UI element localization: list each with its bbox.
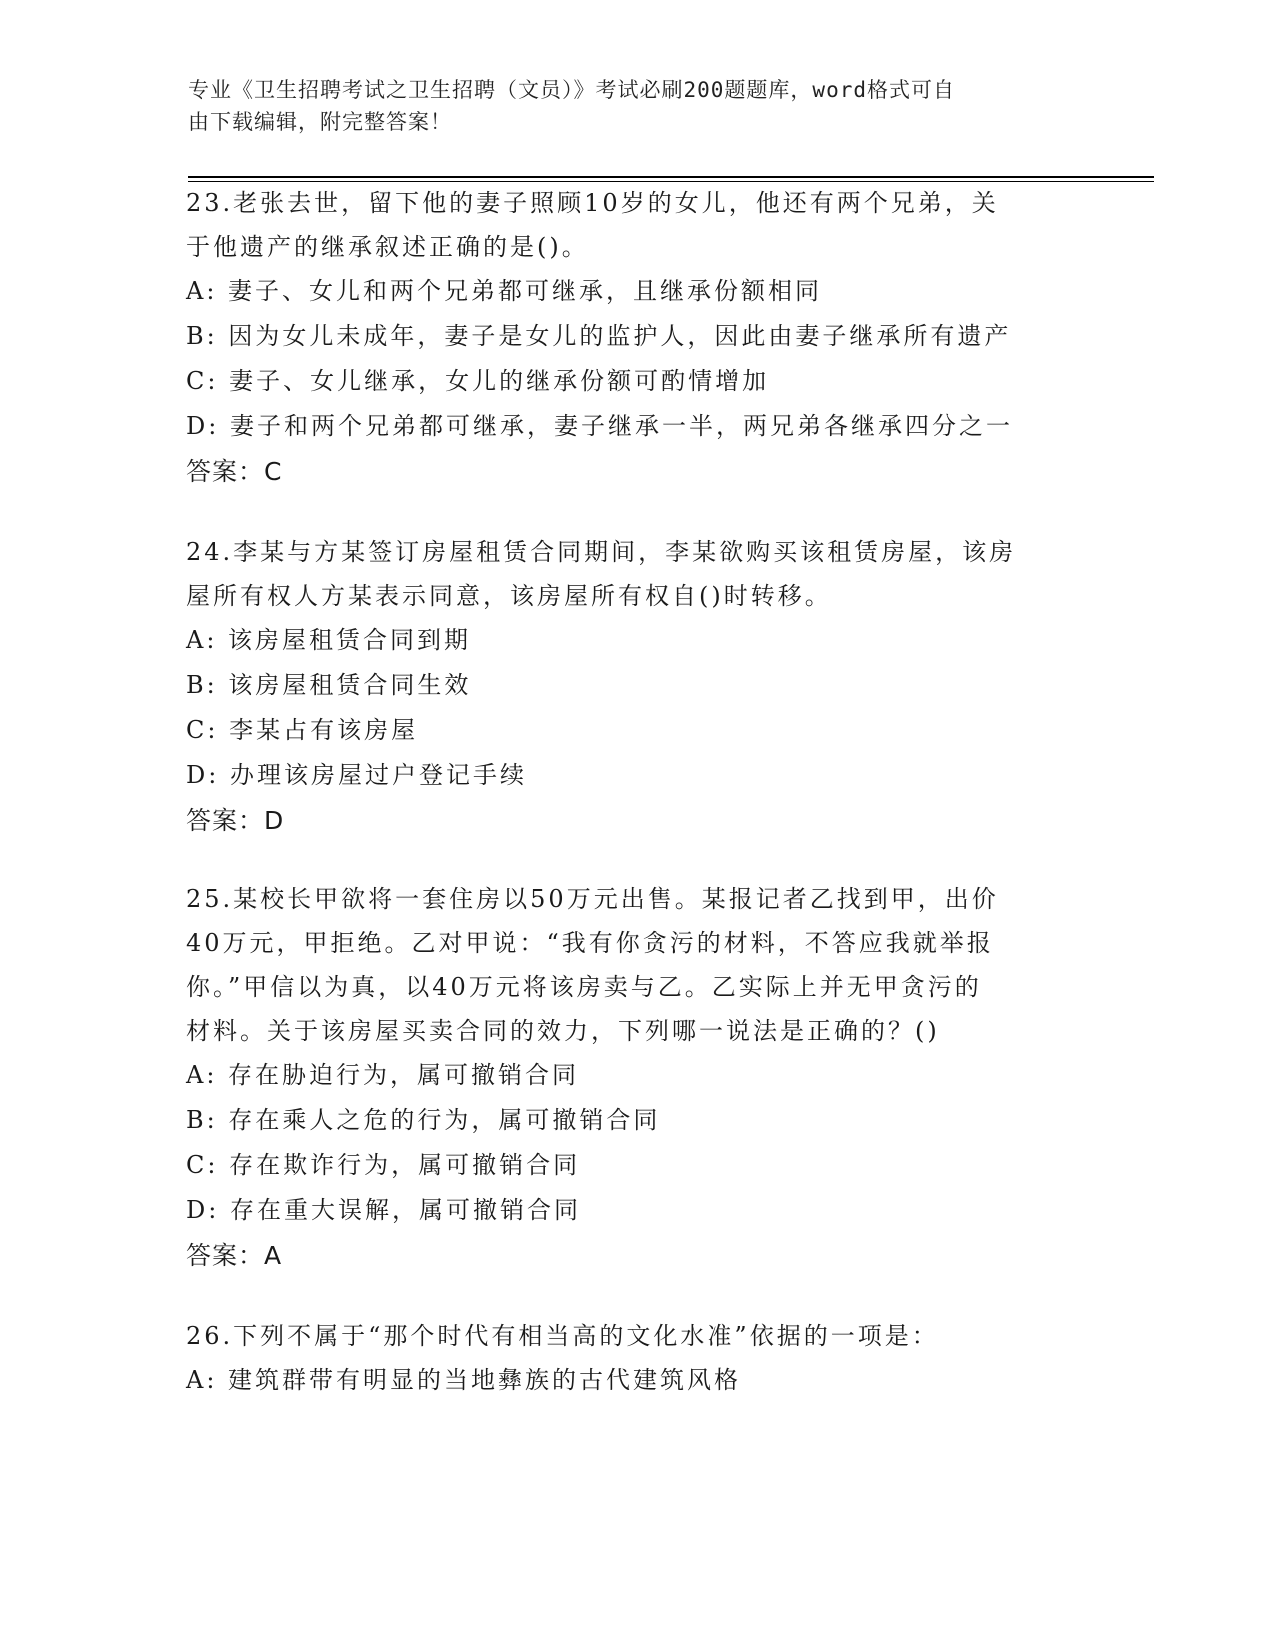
question-stem-line: 23.老张去世，留下他的妻子照顾10岁的女儿，他还有两个兄弟，关 (186, 189, 999, 217)
option-b: B: 该房屋租赁合同生效 (186, 671, 472, 699)
question-stem-line: 25.某校长甲欲将一套住房以50万元出售。某报记者乙找到甲，出价 (186, 885, 999, 913)
document-header (188, 74, 1068, 138)
question-26 (186, 1314, 1086, 1403)
question-25 (186, 877, 1086, 1278)
question-stem-line: 24.李某与方某签订房屋租赁合同期间，李某欲购买该租赁房屋，该房 (186, 538, 1017, 566)
header-line: 由下载编辑，附完整答案！ (188, 110, 452, 134)
question-stem-line: 屋所有权人方某表示同意，该房屋所有权自()时转移。 (186, 582, 832, 610)
option-d: D: 妻子和两个兄弟都可继承，妻子继承一半，两兄弟各继承四分之一 (186, 412, 1013, 440)
option-a: A: 存在胁迫行为，属可撤销合同 (186, 1061, 580, 1089)
option-a: A: 该房屋租赁合同到期 (186, 626, 472, 654)
question-stem-line: 你。”甲信以为真，以40万元将该房卖与乙。乙实际上并无甲贪污的 (186, 973, 982, 1001)
option-a: A: 建筑群带有明显的当地彝族的古代建筑风格 (186, 1366, 742, 1394)
option-c: C: 存在欺诈行为，属可撤销合同 (186, 1151, 581, 1179)
option-d: D: 存在重大误解，属可撤销合同 (186, 1196, 581, 1224)
question-stem-line: 40万元，甲拒绝。乙对甲说：“我有你贪污的材料，不答应我就举报 (186, 929, 994, 957)
header-rule (188, 176, 1154, 178)
answer: 答案：A (186, 1241, 283, 1270)
question-stem-line: 材料。关于该房屋买卖合同的效力，下列哪一说法是正确的？() (186, 1017, 940, 1045)
answer: 答案：D (186, 806, 285, 835)
option-b: B: 因为女儿未成年，妻子是女儿的监护人，因此由妻子继承所有遗产 (186, 322, 1012, 350)
answer: 答案：C (186, 457, 283, 486)
question-24 (186, 530, 1086, 843)
question-stem-line: 于他遗产的继承叙述正确的是()。 (186, 233, 589, 261)
option-c: C: 妻子、女儿继承，女儿的继承份额可酌情增加 (186, 367, 770, 395)
question-23 (186, 181, 1086, 494)
question-stem-line: 26.下列不属于“那个时代有相当高的文化水准”依据的一项是： (186, 1322, 939, 1350)
option-d: D: 办理该房屋过户登记手续 (186, 761, 527, 789)
option-c: C: 李某占有该房屋 (186, 716, 419, 744)
header-line: 专业《卫生招聘考试之卫生招聘（文员）》考试必刷200题题库，word格式可自 (188, 78, 955, 102)
option-b: B: 存在乘人之危的行为，属可撤销合同 (186, 1106, 661, 1134)
option-a: A: 妻子、女儿和两个兄弟都可继承，且继承份额相同 (186, 277, 823, 305)
